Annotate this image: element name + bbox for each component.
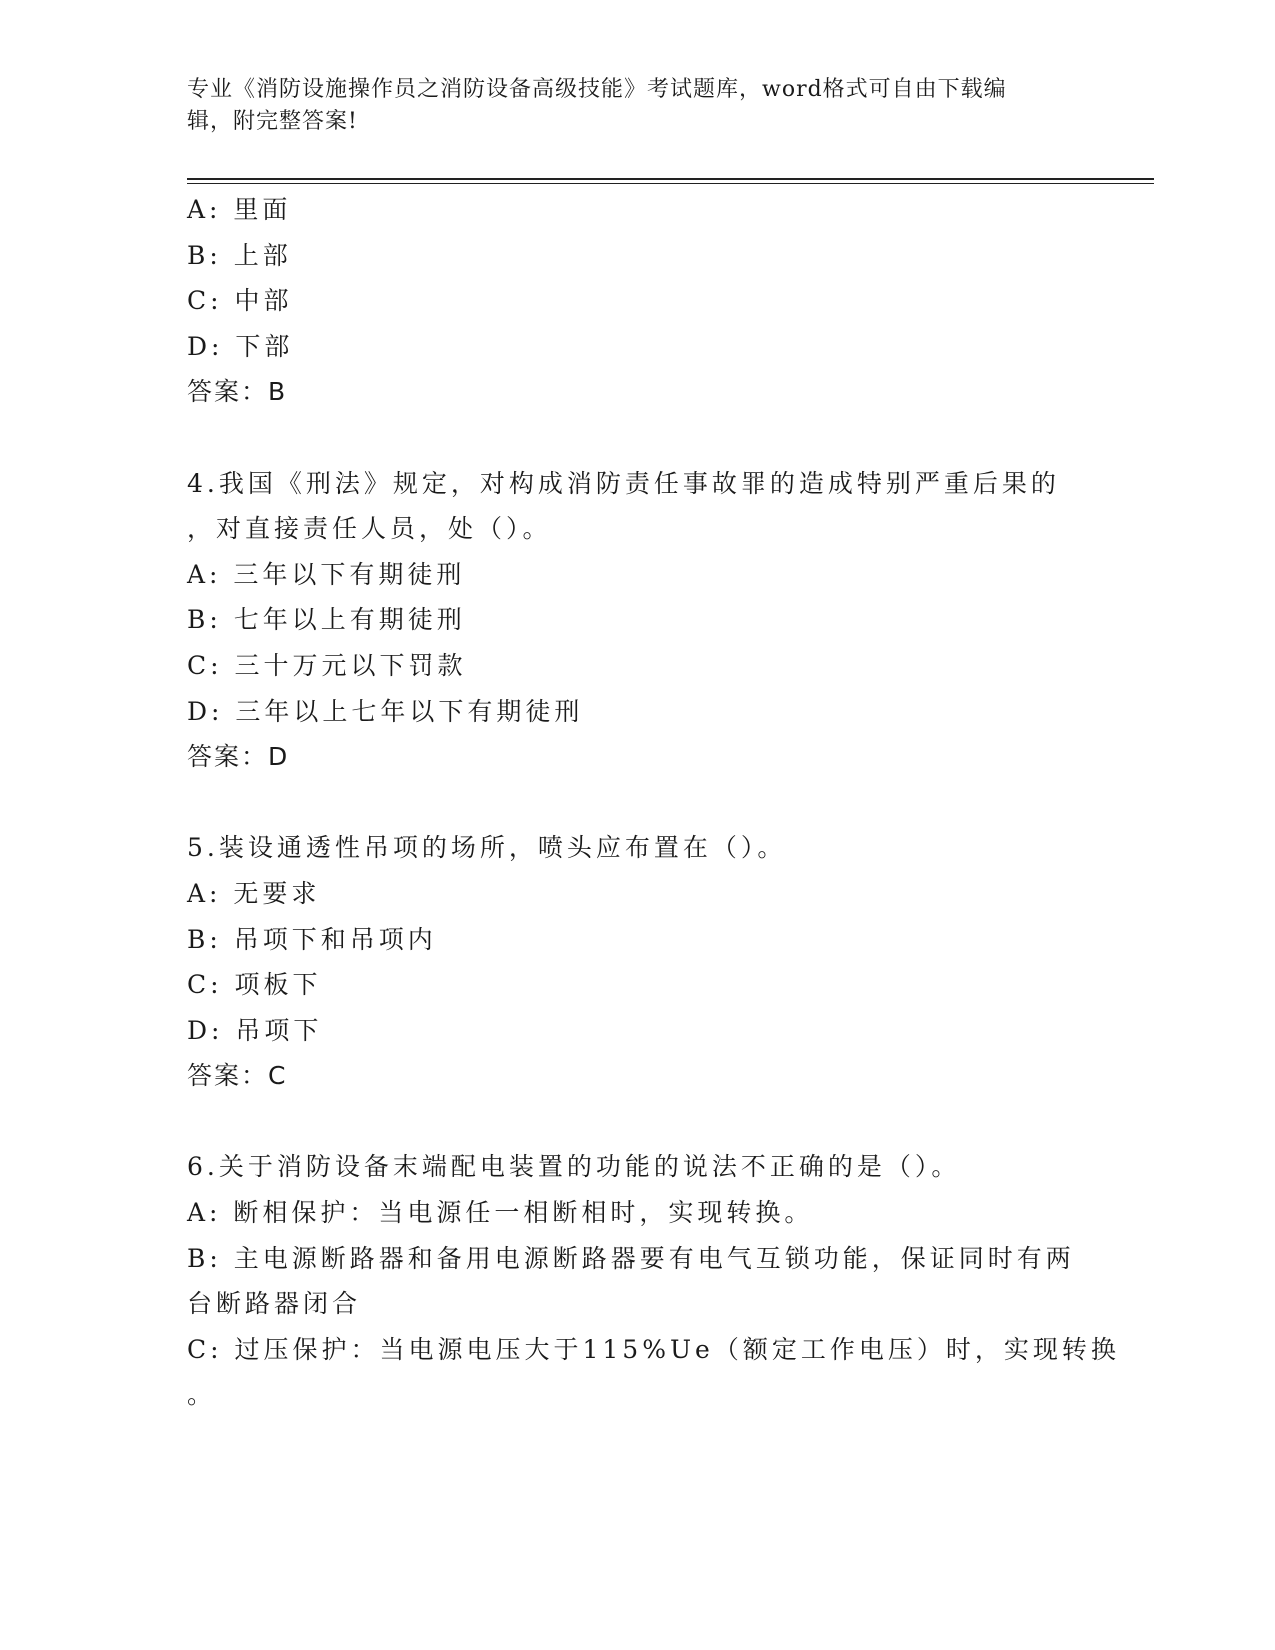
- option-b: B: 七年以上有期徒刑: [187, 605, 466, 635]
- document-header: [187, 74, 1067, 138]
- header-line-2: 辑，附完整答案!: [187, 109, 358, 134]
- answer: 答案：B: [187, 377, 288, 407]
- option-b: B: 主电源断路器和备用电源断路器要有电气互锁功能，保证同时有两: [187, 1243, 1075, 1273]
- question-stem: 6.关于消防设备末端配电装置的功能的说法不正确的是（）。: [187, 1152, 961, 1182]
- option-c: C: 中部: [187, 286, 293, 316]
- option-d: D: 下部: [187, 331, 294, 361]
- spacer: [187, 1099, 1087, 1145]
- question-stem-continued: ，对直接责任人员，处（）。: [187, 514, 552, 544]
- option-a: A: 里面: [187, 195, 292, 224]
- option-a: A: 断相保护：当电源任一相断相时，实现转换。: [187, 1198, 814, 1228]
- option-c: C: 过压保护：当电源电压大于115%Ue（额定工作电压）时，实现转换: [187, 1334, 1120, 1364]
- question-4: [187, 461, 1087, 780]
- spacer: [187, 415, 1087, 461]
- question-5: [187, 825, 1087, 1099]
- question-stem: 4.我国《刑法》规定，对构成消防责任事故罪的造成特别严重后果的: [187, 468, 1060, 498]
- header-line-1: 专业《消防设施操作员之消防设备高级技能》考试题库，word格式可自由下载编: [187, 77, 1007, 102]
- question-stem: 5.装设通透性吊项的场所，喷头应布置在（）。: [187, 833, 787, 863]
- answer: 答案：C: [187, 1061, 288, 1091]
- option-b: B: 吊项下和吊项内: [187, 924, 437, 954]
- answer: 答案：D: [187, 742, 290, 772]
- question-3-tail: [187, 187, 1087, 415]
- option-c: C: 项板下: [187, 970, 322, 1000]
- spacer: [187, 780, 1087, 826]
- option-d: D: 吊项下: [187, 1015, 323, 1045]
- question-content: [187, 187, 1120, 1418]
- header-divider: [187, 178, 1154, 184]
- option-a: A: 三年以下有期徒刑: [187, 559, 466, 589]
- option-d: D: 三年以上七年以下有期徒刑: [187, 696, 584, 726]
- option-b: B: 上部: [187, 240, 292, 270]
- option-b-continued: 台断路器闭合: [187, 1289, 362, 1319]
- option-c-continued: 。: [187, 1380, 217, 1410]
- option-c: C: 三十万元以下罚款: [187, 650, 467, 680]
- question-6: [187, 1144, 1120, 1418]
- option-a: A: 无要求: [187, 878, 321, 908]
